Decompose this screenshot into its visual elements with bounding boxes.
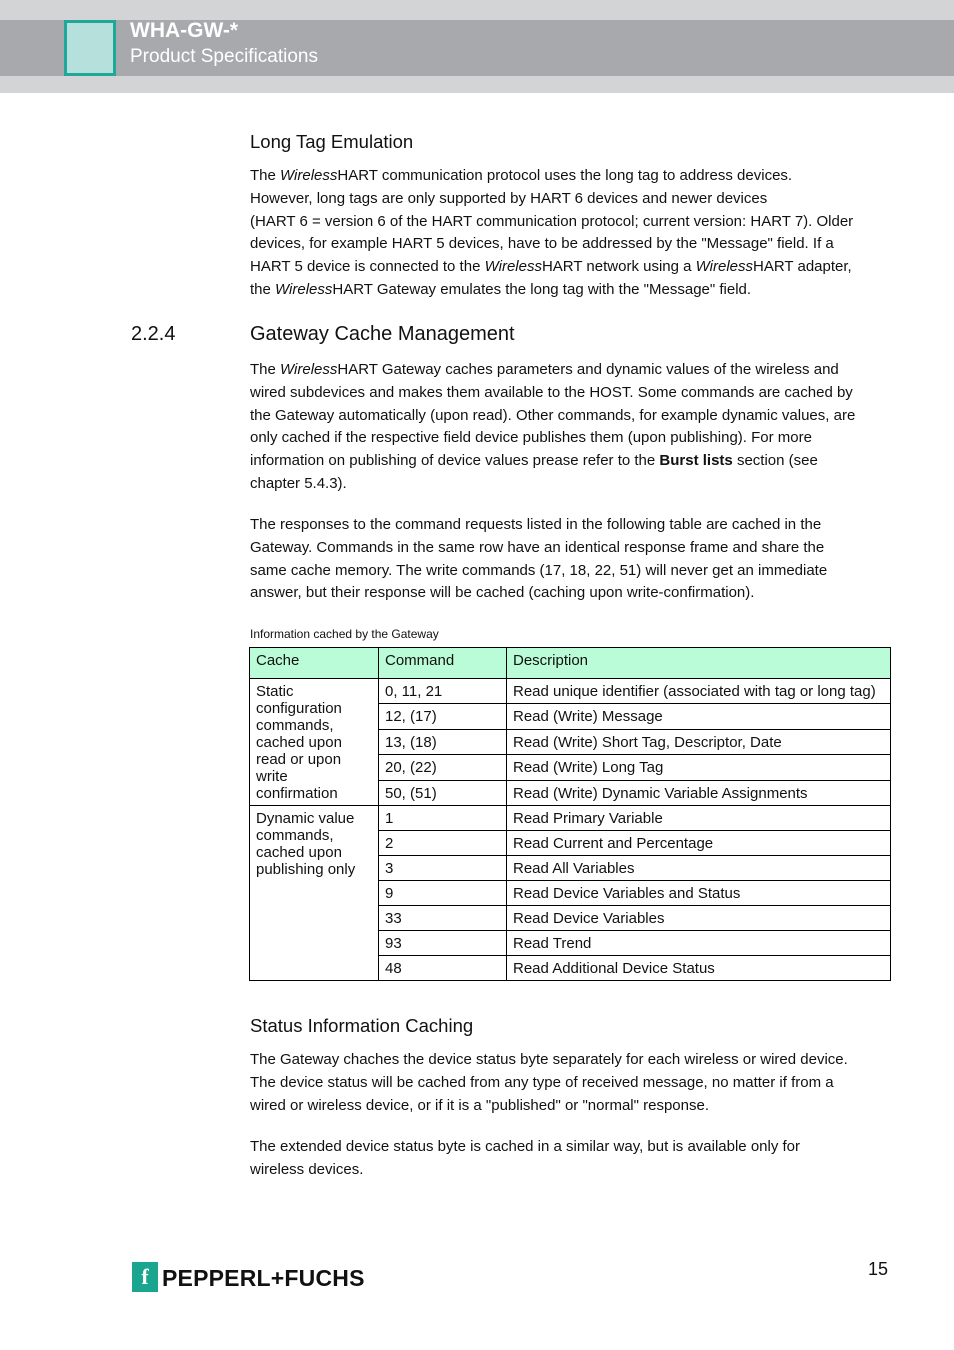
cache-group-line: cached upon — [256, 734, 342, 751]
paragraph-cache-responses: The responses to the command requests listed in the following table are cached in the Gateway. Commands in the same row have an identical response frame and share the same cache memory. The write commands (17, 18, 22, 51) will never get an immediate answer, but their response will be cached (caching upon write-confirmation). — [250, 516, 828, 602]
description-cell: Read Device Variables — [507, 906, 891, 931]
paragraph-cache-intro: The WirelessHART Gateway caches parameters and dynamic values of the wireless and wired subdevices and makes them available to the HOST. Some commands are cached by the Gateway automatically (upon read). Other commands, for example dynamic values, are only cached if the respective field device publishes them (upon publishing). For more information on publishing of device values prease refer to the Burst lists section (see chapter 5.4.3). — [250, 361, 856, 492]
description-cell: Read Device Variables and Status — [507, 881, 891, 906]
table-header-row — [250, 648, 891, 679]
cache-group-line: read or upon — [256, 751, 342, 768]
table-row — [250, 806, 891, 831]
table-body — [250, 679, 891, 981]
command-cell: 0, 11, 21 — [379, 679, 507, 704]
table-caption: Information cached by the Gateway — [250, 627, 439, 641]
cache-group-line: write — [256, 768, 288, 785]
heading-gateway-cache-management: Gateway Cache Management — [250, 323, 515, 345]
logo-mark-icon: f — [132, 1262, 158, 1292]
description-cell: Read All Variables — [507, 856, 891, 881]
command-cell: 50, (51) — [379, 780, 507, 805]
command-cell: 20, (22) — [379, 755, 507, 780]
cache-group-line: Dynamic value — [256, 810, 355, 827]
logo-text: PEPPERL+FUCHS — [162, 1265, 365, 1291]
command-cell: 1 — [379, 806, 507, 831]
cache-group-line: Static — [256, 683, 294, 700]
description-cell: Read Current and Percentage — [507, 831, 891, 856]
paragraph-long-tag: The WirelessHART communication protocol uses the long tag to address devices. However, long tags are only supported by HART 6 devices and newer devices (HART 6 = version 6 of the HART communication protocol; current version: HART 7). Older devices, for example HART 5 devices, have to be addressed by the "Message" field. If a HART 5 device is connected to the WirelessHART network using a WirelessHART adapter, the WirelessHART Gateway emulates the long tag with the "Message" field. — [250, 167, 854, 298]
description-cell: Read (Write) Long Tag — [507, 755, 891, 780]
heading-long-tag-emulation: Long Tag Emulation — [250, 131, 414, 152]
cache-group-line: cached upon — [256, 844, 342, 861]
cache-group-line: confirmation — [256, 785, 338, 802]
table-row — [250, 679, 891, 704]
section-number: 2.2.4 — [131, 323, 176, 345]
description-cell: Read (Write) Short Tag, Descriptor, Date — [507, 729, 891, 754]
command-cell: 2 — [379, 831, 507, 856]
command-cell: 12, (17) — [379, 704, 507, 729]
cache-group-line: commands, — [256, 827, 334, 844]
cache-group-line: configuration — [256, 700, 342, 717]
description-cell: Read unique identifier (associated with tag or long tag) — [507, 679, 891, 704]
heading-status-information-caching: Status Information Caching — [250, 1015, 474, 1036]
command-cell: 48 — [379, 956, 507, 981]
command-cell: 33 — [379, 906, 507, 931]
cache-table — [249, 647, 891, 981]
description-cell: Read (Write) Dynamic Variable Assignments — [507, 780, 891, 805]
header-top-band — [0, 0, 954, 20]
command-cell: 9 — [379, 881, 507, 906]
command-cell: 3 — [379, 856, 507, 881]
page-number: 15 — [868, 1259, 889, 1279]
command-cell: 93 — [379, 931, 507, 956]
header-bottom-band — [0, 76, 954, 93]
cache-group-cell — [250, 806, 379, 981]
column-header-cache: Cache — [250, 648, 379, 679]
document-title: WHA-GW-* — [130, 19, 239, 42]
description-cell: Read Additional Device Status — [507, 956, 891, 981]
paragraph-status-byte: The Gateway chaches the device status byte separately for each wireless or wired device. The device status will be cached from any type of received message, no matter if from a wired or wireless device, or if it is a "published" or "normal" response. — [250, 1051, 848, 1114]
paragraph-extended-status: The extended device status byte is cached in a similar way, but is available only for wireless devices. — [250, 1138, 801, 1178]
cache-group-cell — [250, 679, 379, 806]
document-subtitle: Product Specifications — [130, 46, 318, 67]
description-cell: Read Primary Variable — [507, 806, 891, 831]
column-header-command: Command — [379, 648, 507, 679]
cache-group-line: commands, — [256, 717, 334, 734]
column-header-description: Description — [507, 648, 891, 679]
command-cell: 13, (18) — [379, 729, 507, 754]
description-cell: Read (Write) Message — [507, 704, 891, 729]
cache-group-line: publishing only — [256, 861, 356, 878]
description-cell: Read Trend — [507, 931, 891, 956]
header-accent-square — [64, 20, 116, 76]
